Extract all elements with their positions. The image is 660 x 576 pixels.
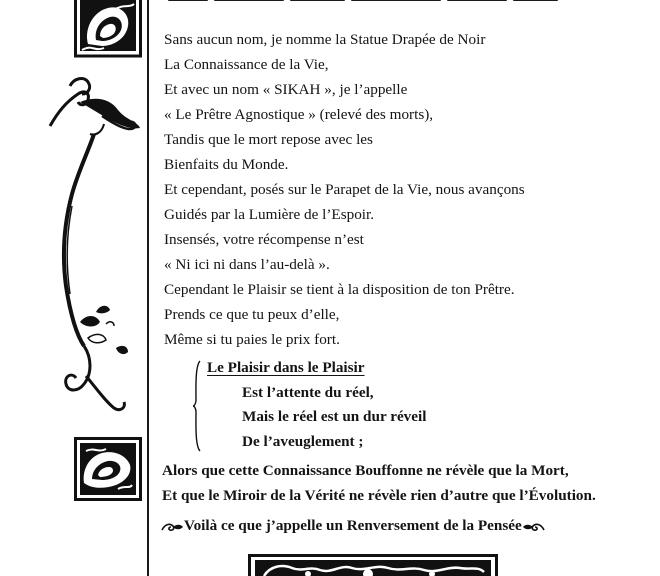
poem-line: Même si tu paies le prix fort.	[164, 331, 340, 348]
woodcut-banner-icon	[248, 554, 498, 576]
vertical-rule	[147, 0, 149, 576]
woodcut-square-icon	[74, 437, 142, 501]
poem-line: Tandis que le mort repose avec les	[164, 131, 373, 148]
closing-lines	[162, 458, 652, 508]
poem-line: Prends ce que tu peux d’elle,	[164, 306, 340, 323]
poem-line: Et avec un nom « SIKAH », je l’appelle	[164, 81, 408, 98]
final-line-text: Voilà ce que j’appelle un Renversement de la Pensée	[184, 517, 522, 534]
final-line	[160, 514, 546, 538]
poem-line: Insensés, votre récompense n’est	[164, 231, 364, 248]
poem-line: « Ni ici ni dans l’au-delà ».	[164, 256, 330, 273]
stanza-heading: Le Plaisir dans le Plaisir	[207, 359, 365, 376]
stanza-line: Mais le réel est un dur réveil	[242, 408, 427, 425]
poem-line: La Connaissance de la Vie,	[164, 56, 329, 73]
cut-off-heading	[168, 0, 568, 3]
closing-line: Et que le Miroir de la Vérité ne révèle rien d’autre que l’Évolution.	[162, 487, 596, 504]
stanza-line: Est l’attente du réel,	[242, 383, 374, 401]
closing-line: Alors que cette Connaissance Bouffonne ne révèle que la Mort,	[162, 462, 569, 479]
poem-line: Sans aucun nom, je nomme la Statue Drapée de Noir	[164, 31, 486, 48]
brace-icon	[192, 360, 202, 452]
poem-line: « Le Prêtre Agnostique » (relevé des morts),	[164, 106, 434, 123]
poem-line: Guidés par la Lumière de l’Espoir.	[164, 206, 375, 223]
bold-stanza	[192, 356, 492, 454]
poem-line: Et cependant, posés sur le Parapet de la Vie, nous avançons	[164, 181, 525, 198]
stanza-line: De l’aveuglement ;	[242, 432, 364, 450]
poem-body	[164, 27, 644, 352]
leaf-flourish-icon	[160, 521, 184, 533]
woodcut-square-icon	[74, 0, 142, 58]
poem-line: Cependant le Plaisir se tient à la disposition de ton Prêtre.	[164, 281, 515, 298]
poem-line: Bienfaits du Monde.	[164, 156, 289, 173]
leaf-flourish-icon	[522, 521, 546, 533]
bird-vine-icon	[44, 76, 144, 422]
